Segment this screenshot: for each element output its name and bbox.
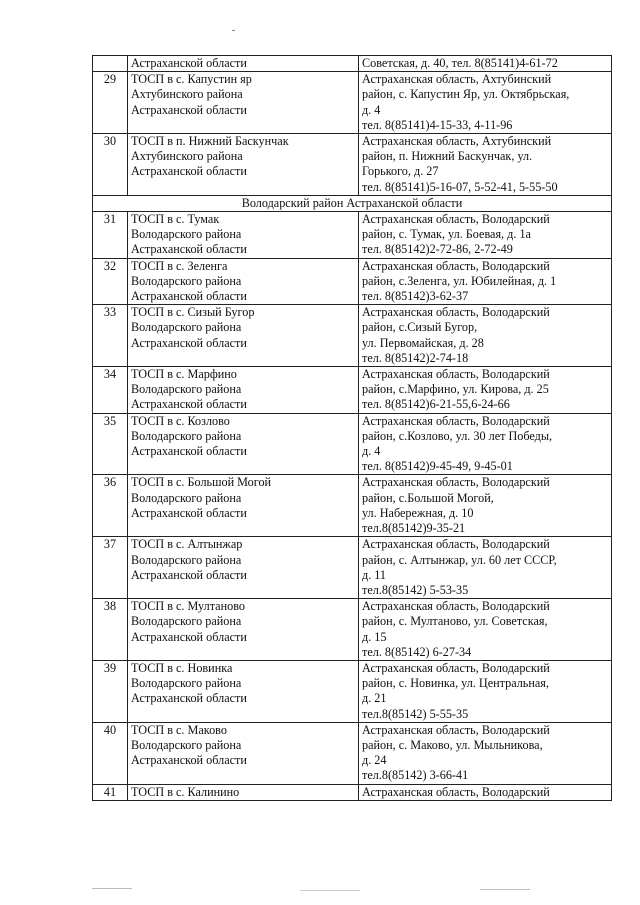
cell-line: д. 4 <box>362 444 381 459</box>
cell-line: Астраханской области <box>131 242 247 257</box>
address-cell <box>359 537 612 599</box>
cell-line: тел. 8(85142)9-45-49, 9-45-01 <box>362 459 513 474</box>
row-number: 33 <box>93 305 128 367</box>
cell-line: район, с. Мултаново, ул. Советская, <box>362 614 548 629</box>
organization-name-cell <box>128 212 359 259</box>
cell-line: ТОСП в с. Марфино <box>131 367 237 382</box>
row-number: 36 <box>93 475 128 537</box>
cell-line: Володарского района <box>131 320 242 335</box>
cell-line: Астраханская область, Володарский <box>362 784 550 799</box>
table-row <box>93 72 612 134</box>
cell-line: район, п. Нижний Баскунчак, ул. <box>362 149 533 164</box>
row-number: 29 <box>93 72 128 134</box>
cell-line: Астраханской области <box>131 335 247 350</box>
cell-line: тел. 8(85142)6-21-55,6-24-66 <box>362 397 510 412</box>
organization-name-cell <box>128 475 359 537</box>
organization-name-cell <box>128 722 359 784</box>
cell-line: ул. Набережная, д. 10 <box>362 505 474 520</box>
cell-line: Астраханской области <box>131 691 247 706</box>
table-row <box>93 212 612 259</box>
address-cell <box>359 475 612 537</box>
cell-line: Астраханской области <box>131 56 247 70</box>
row-number: 34 <box>93 367 128 414</box>
organization-name-cell <box>128 784 359 800</box>
cell-line: д. 15 <box>362 629 387 644</box>
cell-line: Астраханской области <box>131 397 247 412</box>
table-row <box>93 258 612 305</box>
cell-line: Астраханская область, Володарский <box>362 413 550 428</box>
address-cell <box>359 599 612 661</box>
table-row <box>93 134 612 196</box>
organization-name-cell <box>128 599 359 661</box>
table-row <box>93 475 612 537</box>
cell-line: Астраханской области <box>131 753 247 768</box>
cell-line: ТОСП в с. Зеленга <box>131 258 228 273</box>
cell-line: Астраханская область, Володарский <box>362 537 550 552</box>
cell-line: ТОСП в с. Мултаново <box>131 599 245 614</box>
cell-line: Астраханской области <box>131 444 247 459</box>
organization-name-cell <box>128 413 359 475</box>
cell-line: Астраханской области <box>131 164 247 179</box>
row-number: 32 <box>93 258 128 305</box>
cell-line: Астраханской области <box>131 567 247 582</box>
row-number: 41 <box>93 784 128 800</box>
organizations-table <box>92 55 612 801</box>
address-cell <box>359 212 612 259</box>
table-row <box>93 784 612 800</box>
cell-line: д. 24 <box>362 753 387 768</box>
cell-line: д. 11 <box>362 567 387 582</box>
cell-line: д. 21 <box>362 691 387 706</box>
cell-line: Астраханской области <box>131 629 247 644</box>
table-row <box>93 56 612 72</box>
cell-line: Володарского района <box>131 614 242 629</box>
cell-line: район, с.Зеленга, ул. Юбилейная, д. 1 <box>362 273 557 288</box>
cell-line: район, с.Марфино, ул. Кирова, д. 25 <box>362 382 549 397</box>
cell-line: тел.8(85142)9-35-21 <box>362 521 466 536</box>
cell-line: Астраханская область, Володарский <box>362 599 550 614</box>
address-cell <box>359 784 612 800</box>
cell-line: ТОСП в с. Калинино <box>131 784 240 799</box>
address-cell <box>359 722 612 784</box>
address-cell <box>359 258 612 305</box>
cell-line: Астраханская область, Володарский <box>362 722 550 737</box>
cell-line: Советская, д. 40, тел. 8(85141)4-61-72 <box>362 56 558 70</box>
cell-line: тел. 8(85141)5-16-07, 5-52-41, 5-55-50 <box>362 179 558 194</box>
cell-line: Володарского района <box>131 676 242 691</box>
row-number <box>93 56 128 72</box>
address-cell <box>359 56 612 72</box>
cell-line: Астраханская область, Володарский <box>362 367 550 382</box>
cell-line: ТОСП в с. Сизый Бугор <box>131 305 255 320</box>
organization-name-cell <box>128 56 359 72</box>
table-row <box>93 722 612 784</box>
cell-line: ТОСП в с. Маково <box>131 722 227 737</box>
table-row <box>93 660 612 722</box>
cell-line: Володарского района <box>131 382 242 397</box>
table-body <box>93 56 612 801</box>
organization-name-cell <box>128 134 359 196</box>
cell-line: ТОСП в с. Большой Могой <box>131 475 272 490</box>
cell-line: д. 4 <box>362 102 381 117</box>
address-cell <box>359 72 612 134</box>
cell-line: район, с.Козлово, ул. 30 лет Победы, <box>362 428 553 443</box>
cell-line: Ахтубинского района <box>131 87 243 102</box>
row-number: 38 <box>93 599 128 661</box>
address-cell <box>359 367 612 414</box>
organization-name-cell <box>128 258 359 305</box>
table-row <box>93 305 612 367</box>
cell-line: Астраханской области <box>131 102 247 117</box>
cell-line: район, с. Капустин Яр, ул. Октябрьская, <box>362 87 570 102</box>
cell-line: Астраханская область, Володарский <box>362 475 550 490</box>
cell-line: ТОСП в с. Козлово <box>131 413 230 428</box>
table-row <box>93 537 612 599</box>
row-number: 31 <box>93 212 128 259</box>
row-number: 30 <box>93 134 128 196</box>
scan-speck <box>480 889 530 890</box>
section-title: Володарский район Астраханской области <box>93 195 612 211</box>
cell-line: тел.8(85142) 5-55-35 <box>362 706 469 721</box>
cell-line: Астраханская область, Ахтубинский <box>362 134 552 149</box>
organization-name-cell <box>128 72 359 134</box>
cell-line: ТОСП в с. Алтынжар <box>131 537 243 552</box>
cell-line: район, с. Новинка, ул. Центральная, <box>362 676 549 691</box>
cell-line: ТОСП в п. Нижний Баскунчак <box>131 134 289 149</box>
cell-line: тел.8(85142) 5-53-35 <box>362 582 469 597</box>
row-number: 35 <box>93 413 128 475</box>
cell-line: тел. 8(85142) 6-27-34 <box>362 644 472 659</box>
cell-line: ТОСП в с. Новинка <box>131 660 233 675</box>
row-number: 39 <box>93 660 128 722</box>
cell-line: Астраханская область, Володарский <box>362 660 550 675</box>
organization-name-cell <box>128 660 359 722</box>
cell-line: район, с. Алтынжар, ул. 60 лет СССР, <box>362 552 557 567</box>
cell-line: ТОСП в с. Капустин яр <box>131 72 252 87</box>
address-cell <box>359 305 612 367</box>
cell-line: Ахтубинского района <box>131 149 243 164</box>
cell-line: ул. Первомайская, д. 28 <box>362 335 484 350</box>
cell-line: район, с.Сизый Бугор, <box>362 320 478 335</box>
organization-name-cell <box>128 367 359 414</box>
cell-line: Горького, д. 27 <box>362 164 439 179</box>
cell-line: Астраханская область, Володарский <box>362 258 550 273</box>
cell-line: район, с. Маково, ул. Мыльникова, <box>362 737 543 752</box>
table-row <box>93 413 612 475</box>
cell-line: ТОСП в с. Тумак <box>131 212 220 227</box>
section-row <box>93 195 612 211</box>
organization-name-cell <box>128 537 359 599</box>
cell-line: район, с. Тумак, ул. Боевая, д. 1а <box>362 227 531 242</box>
cell-line: тел. 8(85142)2-72-86, 2-72-49 <box>362 242 513 257</box>
cell-line: Володарского района <box>131 273 242 288</box>
cell-line: Астраханская область, Володарский <box>362 212 550 227</box>
organization-name-cell <box>128 305 359 367</box>
cell-line: Володарского района <box>131 552 242 567</box>
address-cell <box>359 134 612 196</box>
cell-line: тел. 8(85142)3-62-37 <box>362 289 469 304</box>
cell-line: Астраханской области <box>131 505 247 520</box>
cell-line: Володарского района <box>131 737 242 752</box>
table-row <box>93 599 612 661</box>
table-row <box>93 367 612 414</box>
row-number: 37 <box>93 537 128 599</box>
cell-line: Володарского района <box>131 227 242 242</box>
cell-line: Володарского района <box>131 490 242 505</box>
cell-line: Астраханская область, Володарский <box>362 305 550 320</box>
row-number: 40 <box>93 722 128 784</box>
address-cell <box>359 413 612 475</box>
scan-speck <box>232 30 235 31</box>
address-cell <box>359 660 612 722</box>
cell-line: тел.8(85142) 3-66-41 <box>362 768 469 783</box>
scan-speck <box>92 888 132 889</box>
scan-speck <box>300 890 360 891</box>
cell-line: Астраханская область, Ахтубинский <box>362 72 552 87</box>
cell-line: Астраханской области <box>131 289 247 304</box>
cell-line: район, с.Большой Могой, <box>362 490 494 505</box>
cell-line: тел. 8(85141)4-15-33, 4-11-96 <box>362 117 513 132</box>
cell-line: тел. 8(85142)2-74-18 <box>362 350 469 365</box>
cell-line: Володарского района <box>131 428 242 443</box>
